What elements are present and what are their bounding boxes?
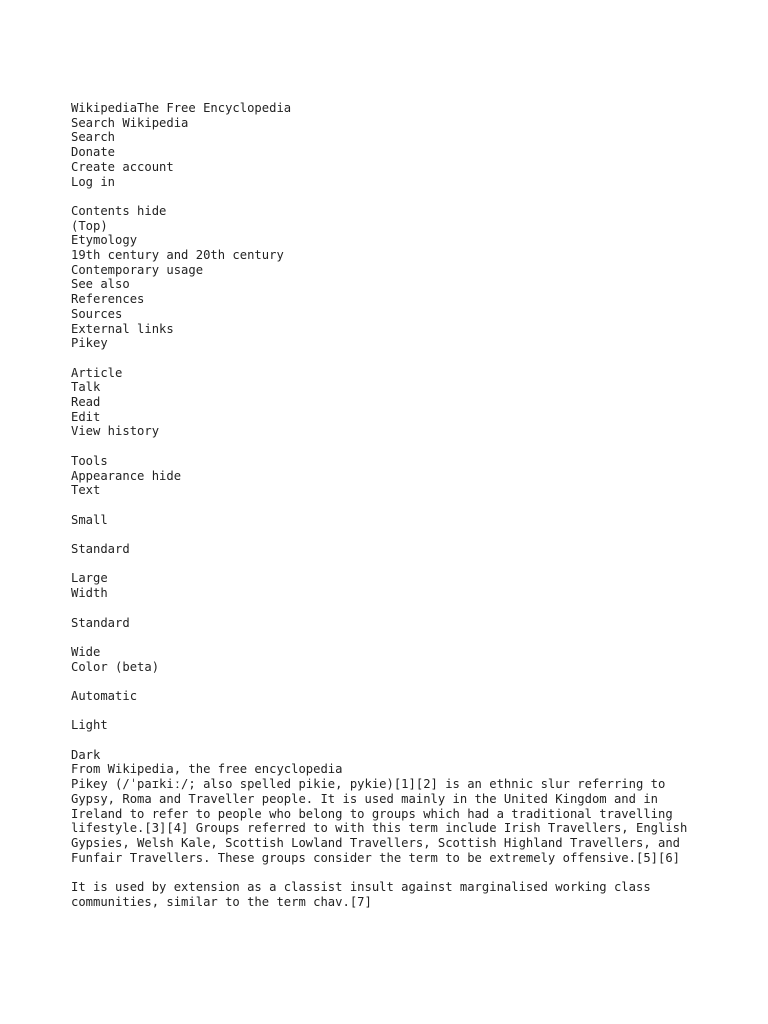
toc-item-references[interactable]: References xyxy=(71,292,145,307)
toc-item-contemporary-usage[interactable]: Contemporary usage xyxy=(71,262,204,277)
article-paragraph-extension: It is used by extension as a classist insult against marginalised working class communities, similar to the term chav.[7] xyxy=(71,880,651,909)
spacer xyxy=(71,601,691,616)
tab-article[interactable]: Article xyxy=(71,365,123,380)
donate-link[interactable]: Donate xyxy=(71,145,116,160)
article-tagline: From Wikipedia, the free encyclopedia xyxy=(71,762,343,777)
color-dark-option[interactable]: Dark xyxy=(71,747,101,762)
text-size-small-option[interactable]: Small xyxy=(71,512,108,527)
spacer xyxy=(71,630,691,645)
toc-item-19th-20th-century[interactable]: 19th century and 20th century xyxy=(71,248,284,263)
text-size-label: Text xyxy=(71,483,101,498)
width-wide-option[interactable]: Wide xyxy=(71,644,101,659)
tab-talk[interactable]: Talk xyxy=(71,380,101,395)
page-title: Pikey xyxy=(71,336,108,351)
appearance-heading[interactable]: Appearance hide xyxy=(71,468,182,483)
spacer xyxy=(71,733,691,748)
spacer xyxy=(71,189,691,204)
toc-item-external-links[interactable]: External links xyxy=(71,321,174,336)
toc-heading[interactable]: Contents hide xyxy=(71,203,167,218)
color-light-option[interactable]: Light xyxy=(71,718,108,733)
spacer xyxy=(71,704,691,719)
text-size-standard-option[interactable]: Standard xyxy=(71,542,130,557)
toc-item-etymology[interactable]: Etymology xyxy=(71,233,138,248)
spacer xyxy=(71,527,691,542)
spacer xyxy=(71,498,691,513)
tools-menu[interactable]: Tools xyxy=(71,453,108,468)
tab-edit[interactable]: Edit xyxy=(71,409,101,424)
spacer xyxy=(71,674,691,689)
toc-item-top[interactable]: (Top) xyxy=(71,218,108,233)
toc-item-sources[interactable]: Sources xyxy=(71,306,123,321)
text-size-large-option[interactable]: Large xyxy=(71,571,108,586)
toc-item-see-also[interactable]: See also xyxy=(71,277,130,292)
width-label: Width xyxy=(71,586,108,601)
log-in-link[interactable]: Log in xyxy=(71,174,116,189)
spacer xyxy=(71,865,691,880)
search-button[interactable]: Search xyxy=(71,130,116,145)
spacer xyxy=(71,351,691,366)
width-standard-option[interactable]: Standard xyxy=(71,615,130,630)
tab-view-history[interactable]: View history xyxy=(71,424,160,439)
tab-read[interactable]: Read xyxy=(71,395,101,410)
spacer xyxy=(71,439,691,454)
wikipedia-logo[interactable]: WikipediaThe Free Encyclopedia xyxy=(71,101,292,115)
create-account-link[interactable]: Create account xyxy=(71,159,174,174)
search-label: Search Wikipedia xyxy=(71,115,189,130)
color-automatic-option[interactable]: Automatic xyxy=(71,688,138,703)
color-label: Color (beta) xyxy=(71,659,160,674)
spacer xyxy=(71,557,691,572)
article-paragraph-intro: Pikey (/ˈpaɪkiː/; also spelled pikie, pykie)[1][2] is an ethnic slur referring to Gypsy, Roma and Traveller people. It is used mainly in the United Kingdom and in Ireland to refer to people who belong to groups which had a traditional travelling lifestyle.[3][4] Groups referred to with this term include Irish Travellers, English Gypsies, Welsh Kale, Scottish Lowland Travellers, Scottish Highland Travellers, and Funfair Travellers. These groups consider the term to be extremely offensive.[5][6] xyxy=(71,777,688,865)
